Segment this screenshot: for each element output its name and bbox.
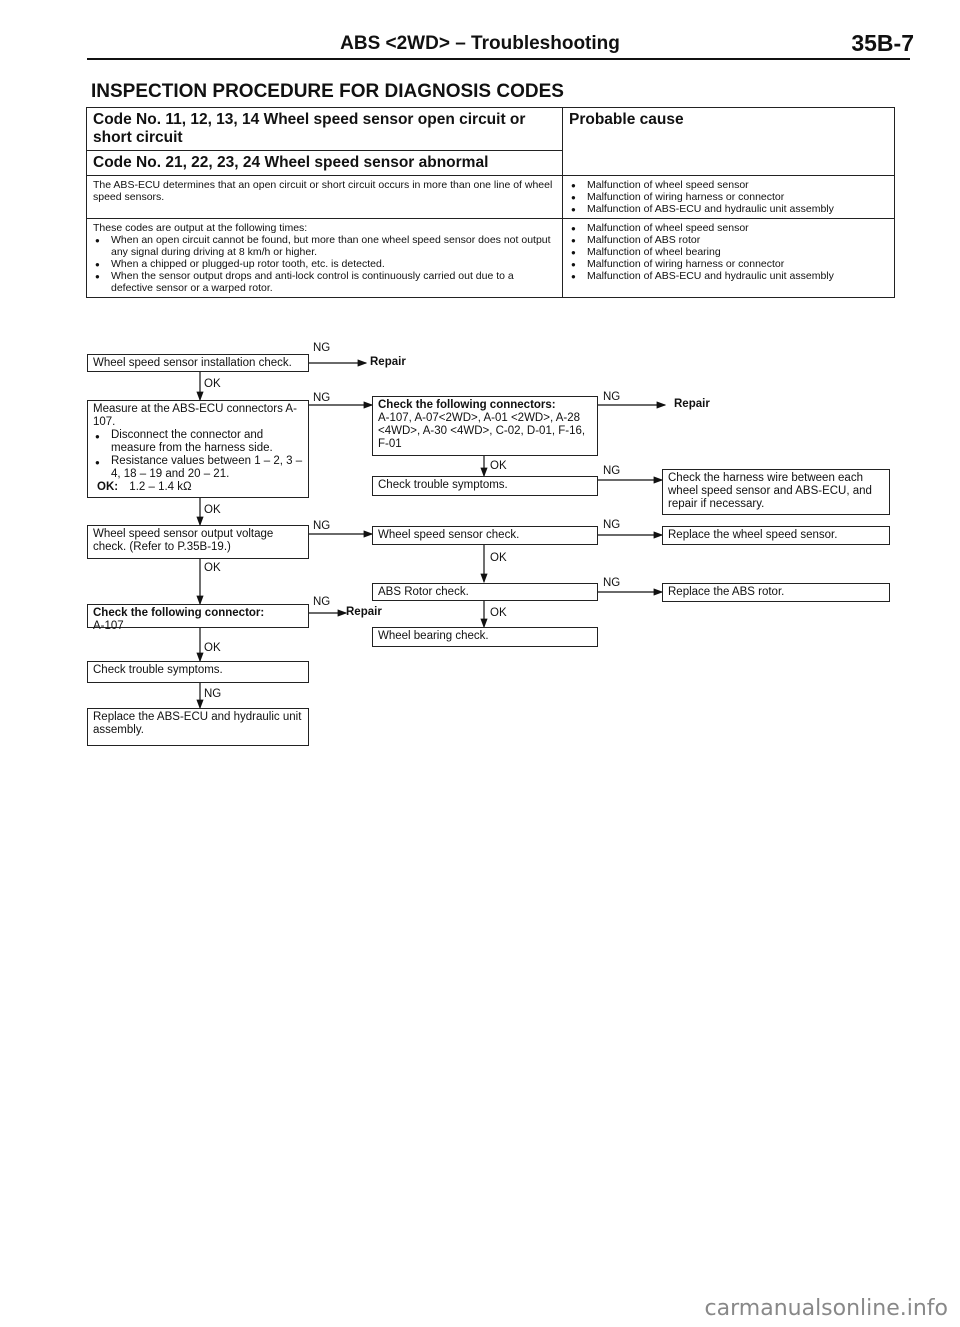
page-number: 35B-7	[851, 30, 914, 56]
connector-a107-id: A-107	[93, 620, 124, 632]
ng-label: NG	[204, 688, 222, 700]
probable-cause-header: Probable cause	[569, 111, 684, 128]
repair-label: Repair	[346, 606, 382, 618]
connector-a107-title: Check the following connector:	[93, 607, 265, 619]
ok-label: OK	[204, 642, 221, 654]
row1-cause: ● Malfunction of ABS-ECU and hydraulic unit assembly	[569, 203, 888, 215]
section-title: INSPECTION PROCEDURE FOR DIAGNOSIS CODES	[91, 81, 564, 102]
check-trouble-mid-box: Check trouble symptoms.	[372, 476, 598, 496]
row2-item: ● When an open circuit cannot be found, but more than one wheel speed sensor does not output any signal during driving at 8 km/h or higher.	[93, 234, 556, 258]
measure-line1: Measure at the ABS-ECU connectors A-107.	[93, 403, 297, 428]
page-header-title: ABS <2WD> – Troubleshooting	[340, 33, 620, 54]
row2-item: ● When a chipped or plugged-up rotor tooth, etc. is detected.	[93, 258, 556, 270]
measure-box	[87, 400, 309, 498]
ok-label: OK	[490, 460, 507, 472]
ng-label: NG	[603, 519, 621, 531]
connectors-check-box	[372, 396, 598, 456]
sensor-check-box: Wheel speed sensor check.	[372, 526, 598, 545]
connectors-check-list: A-107, A-07<2WD>, A-01 <2WD>, A-28 <4WD>, A-30 <4WD>, C-02, D-01, F-16, F-01	[378, 412, 586, 450]
harness-check-box: Check the harness wire between each wheel speed sensor and ABS-ECU, and repair if necessary.	[662, 469, 890, 515]
output-voltage-box: Wheel speed sensor output voltage check. (Refer to P.35B-19.)	[87, 525, 309, 559]
connectors-check-title: Check the following connectors:	[378, 399, 556, 411]
ng-label: NG	[313, 520, 331, 532]
measure-ok-line	[93, 481, 303, 494]
ok-label: OK	[204, 504, 221, 516]
row2-cause: ● Malfunction of wiring harness or connector	[569, 258, 888, 270]
rotor-check-box: ABS Rotor check.	[372, 583, 598, 601]
replace-ecu-box: Replace the ABS-ECU and hydraulic unit assembly.	[87, 708, 309, 746]
repair-label: Repair	[674, 398, 710, 410]
row2-intro: These codes are output at the following times:	[93, 222, 308, 234]
row2-cause: ● Malfunction of ABS-ECU and hydraulic unit assembly	[569, 270, 888, 282]
check-trouble-left-box: Check trouble symptoms.	[87, 661, 309, 683]
row2-item: ● When the sensor output drops and anti-lock control is continuously carried out due to a defective sensor or a warped rotor.	[93, 270, 556, 294]
repair-label: Repair	[370, 356, 406, 368]
row1-cause: ● Malfunction of wiring harness or connector	[569, 191, 888, 203]
row1-cause: ● Malfunction of wheel speed sensor	[569, 179, 888, 191]
measure-ok-value: 1.2 – 1.4 kΩ	[129, 481, 192, 493]
measure-ok-label: OK:	[97, 481, 119, 493]
code-title-2: Code No. 21, 22, 23, 24 Wheel speed sensor abnormal	[93, 154, 489, 171]
ok-label: OK	[204, 562, 221, 574]
install-check-box: Wheel speed sensor installation check.	[87, 354, 309, 372]
row1-description: The ABS-ECU determines that an open circuit or short circuit occurs in more than one line of wheel speed sensors.	[93, 179, 553, 203]
row2-cause: ● Malfunction of wheel bearing	[569, 246, 888, 258]
ok-label: OK	[204, 378, 221, 390]
ng-label: NG	[603, 391, 621, 403]
footer-watermark: carmanualsonline.info	[704, 1296, 948, 1321]
code-title-1: Code No. 11, 12, 13, 14 Wheel speed sensor open circuit or short circuit	[93, 111, 526, 146]
ok-label: OK	[490, 552, 507, 564]
row2-cause: ● Malfunction of wheel speed sensor	[569, 222, 888, 234]
ng-label: NG	[603, 465, 621, 477]
replace-sensor-box: Replace the wheel speed sensor.	[662, 526, 890, 545]
bearing-check-box: Wheel bearing check.	[372, 627, 598, 647]
measure-bullet: ● Resistance values between 1 – 2, 3 – 4, 18 – 19 and 20 – 21.	[93, 455, 303, 481]
measure-bullet: ● Disconnect the connector and measure from the harness side.	[93, 429, 303, 455]
connector-a107-box	[87, 604, 309, 632]
replace-rotor-box: Replace the ABS rotor.	[662, 583, 890, 602]
ng-label: NG	[313, 342, 331, 354]
ng-label: NG	[313, 596, 331, 608]
row2-cause: ● Malfunction of ABS rotor	[569, 234, 888, 246]
ng-label: NG	[603, 577, 621, 589]
ok-label: OK	[490, 607, 507, 619]
ng-label: NG	[313, 392, 331, 404]
